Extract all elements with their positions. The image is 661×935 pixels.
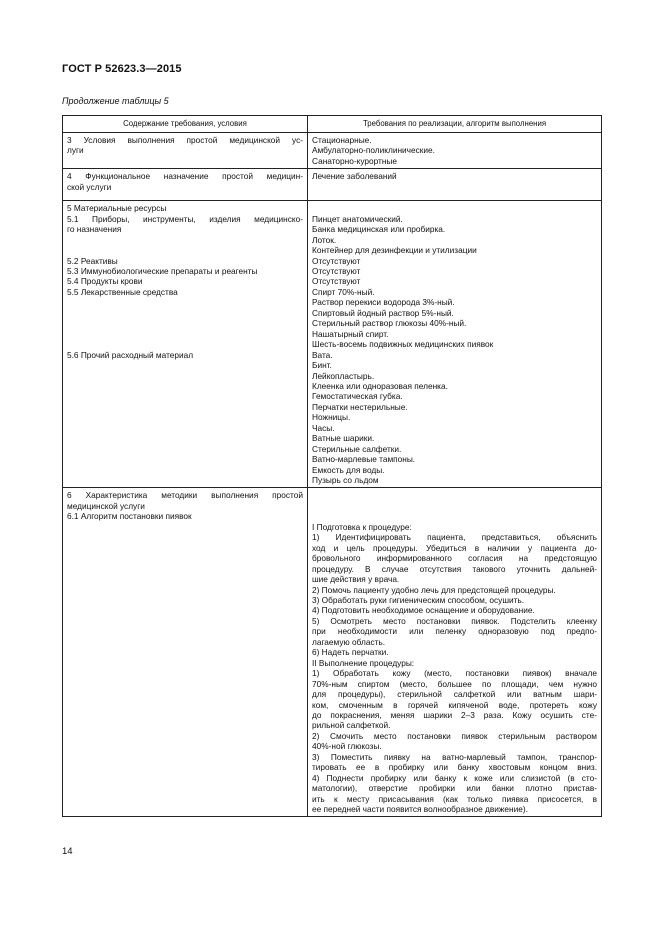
row6-right-line: лагаемую область. bbox=[312, 636, 386, 647]
row5-right-line: Ватно-марлевые тампоны. bbox=[312, 454, 416, 465]
row6-right-line: шие действия у врача. bbox=[312, 574, 400, 585]
row6-right-line: 70%-ным спиртом (место, большее по площади, чем нужно bbox=[312, 678, 597, 689]
row6-right-line: матологии), отверстие пробирки или банки плотно пристав- bbox=[312, 783, 597, 794]
row6-right-lines bbox=[312, 522, 597, 815]
row5-right-line: Ватные шарики. bbox=[312, 433, 375, 444]
row6-right-line: 3) Поместить пиявку на ватно-марлевый тампон, транспор- bbox=[312, 751, 597, 762]
column-header-implementation: Требования по реализации, алгоритм выполнения bbox=[308, 116, 602, 133]
row6-right-line: до покраснения, меняя шарики 2–3 раза. Кожу осушить сте- bbox=[312, 709, 597, 720]
row6-right-line: для процедуры), стерильной салфеткой или ватным шари- bbox=[312, 689, 597, 700]
row6-right-line: II Выполнение процедуры: bbox=[312, 657, 415, 668]
row3-right-line: Амбулаторно-поликлинические. bbox=[312, 145, 435, 156]
row3-right-line: Санаторно-курортные bbox=[312, 155, 398, 166]
row3-left-line: луги bbox=[67, 145, 84, 156]
row6-right-line: 6) Надеть перчатки. bbox=[312, 647, 389, 658]
document-header: ГОСТ Р 52623.3—2015 bbox=[62, 63, 182, 75]
row5-right-line: Лоток. bbox=[312, 234, 337, 245]
row4-right-line: Лечение заболеваний bbox=[312, 171, 397, 182]
row5-implementation-cell bbox=[308, 201, 602, 488]
row6-right-line: 5) Осмотреть место постановки пиявок. Подстелить клеенку bbox=[312, 615, 597, 626]
row5-right-lines bbox=[312, 214, 597, 486]
row6-right-line: ее передней части появится волнообразное движение). bbox=[312, 804, 528, 815]
row5-requirement-cell bbox=[63, 201, 308, 488]
row6-right-line: 4) Подготовить необходимое оснащение и оборудование. bbox=[312, 605, 535, 616]
row5-left-line: го назначения bbox=[67, 224, 122, 235]
row5-left-line: 5.5 Лекарственные средства bbox=[67, 286, 178, 297]
row5-right-line: Ножницы. bbox=[312, 412, 351, 423]
row6-left-line: медицинской услуги bbox=[67, 500, 145, 511]
table-continuation-label: Продолжение таблицы 5 bbox=[62, 96, 169, 106]
row6-right-line: 1) Идентифицировать пациента, представиться, объяснить bbox=[312, 532, 597, 543]
row5-right-line: Емкость для воды. bbox=[312, 464, 385, 475]
row5-right-line: Стерильный раствор глюкозы 40%-ный. bbox=[312, 318, 467, 329]
row4-requirement-cell bbox=[63, 169, 308, 201]
row5-left-line: 5.4 Продукты крови bbox=[67, 276, 143, 287]
row6-requirement-cell bbox=[63, 488, 308, 817]
row4-left-line: 4 Функциональное назначение простой медицин- bbox=[67, 171, 303, 182]
row6-right-line: I Подготовка к процедуре: bbox=[312, 521, 412, 532]
row6-implementation-cell bbox=[308, 488, 602, 817]
row6-right-line: 2) Помочь пациенту удобно лечь для предстоящей процедуры. bbox=[312, 584, 556, 595]
row5-right-line: Отсутствуют bbox=[312, 255, 361, 266]
row6-right-line: 3) Обработать руки гигиеническим способом, осушить. bbox=[312, 594, 525, 605]
row5-right-line: Перчатки нестерильные. bbox=[312, 401, 408, 412]
page-number: 14 bbox=[62, 846, 73, 857]
row5-left-line: 5.3 Иммунобиологические препараты и реагенты bbox=[67, 265, 258, 276]
row6-right-line: рильной салфеткой. bbox=[312, 720, 391, 731]
row6-right-line: тировать ее в пробирку или банку хвостовым концом вниз. bbox=[312, 762, 597, 773]
row5-right-line: Нашатырный спирт. bbox=[312, 328, 389, 339]
row3-left-line: 3 Условия выполнения простой медицинской ус- bbox=[67, 135, 303, 145]
row5-right-line: Вата. bbox=[312, 349, 333, 360]
row5-left-line: 5 Материальные ресурсы bbox=[67, 203, 167, 214]
row5-right-line: Контейнер для дезинфекции и утилизации bbox=[312, 245, 477, 256]
row3-requirement-cell bbox=[63, 133, 308, 169]
row5-right-line: Гемостатическая губка. bbox=[312, 391, 403, 402]
row6-right-line: ком, смоченным в горячей кипяченой воде, протереть кожу bbox=[312, 699, 597, 710]
row6-right-line: ить к месту присасывания (как только пиявка присосется, в bbox=[312, 793, 597, 804]
row6-right-line: ход и цель процедуры. Убедиться в наличии у пациента до- bbox=[312, 542, 597, 553]
row6-left-line: 6.1 Алгоритм постановки пиявок bbox=[67, 511, 192, 522]
row4-implementation-cell bbox=[308, 169, 602, 201]
row5-right-line: Спирт 70%-ный. bbox=[312, 286, 375, 297]
table-row bbox=[63, 169, 602, 201]
row5-left-line: 5.1 Приборы, инструменты, изделия медицинско- bbox=[67, 213, 303, 224]
row5-left-line: 5.6 Прочий расходный материал bbox=[67, 349, 194, 360]
row5-left-line: 5.2 Реактивы bbox=[67, 255, 118, 266]
column-header-requirement: Содержание требования, условия bbox=[63, 116, 308, 133]
requirements-table bbox=[62, 115, 602, 817]
row5-right-line: Стерильные салфетки. bbox=[312, 443, 402, 454]
row5-right-line: Часы. bbox=[312, 422, 335, 433]
row5-right-line: Шесть-восемь подвижных медицинских пиявок bbox=[312, 339, 494, 350]
row5-right-line: Бинт. bbox=[312, 360, 332, 371]
row6-right-line: при необходимости или пеленку одноразовую под предпо- bbox=[312, 626, 597, 637]
row5-right-line: Отсутствуют bbox=[312, 276, 361, 287]
row6-right-line: 2) Смочить место постановки пиявок стерильным раствором bbox=[312, 730, 597, 741]
row5-right-line: Пузырь со льдом bbox=[312, 475, 379, 486]
table-row bbox=[63, 133, 602, 169]
row5-right-line: Отсутствуют bbox=[312, 265, 361, 276]
table-row bbox=[63, 201, 602, 488]
row5-right-line: Раствор перекиси водорода 3%-ный. bbox=[312, 297, 455, 308]
row4-left-line: ской услуги bbox=[67, 181, 112, 192]
row6-right-line: 4) Поднести пробирку или банку к коже или слизистой (в сто- bbox=[312, 772, 597, 783]
row5-right-line: Банка медицинская или пробирка. bbox=[312, 224, 446, 235]
row6-right-line: процедуру. В случае отсутствия такового уточнить дальней- bbox=[312, 563, 597, 574]
row5-right-line: Спиртовый йодный раствор 5%-ный. bbox=[312, 307, 454, 318]
row3-implementation-cell bbox=[308, 133, 602, 169]
row5-right-line: Лейкопластырь. bbox=[312, 370, 375, 381]
row5-right-line: Клеенка или одноразовая пеленка. bbox=[312, 380, 448, 391]
row6-right-line: 40%-ной глюкозы. bbox=[312, 741, 382, 752]
row6-right-line: 1) Обработать кожу (место, постановки пиявок) вначале bbox=[312, 668, 597, 679]
row6-left-line: 6 Характеристика методики выполнения простой bbox=[67, 490, 303, 501]
row6-right-line: бровольного информированного согласия на предстоящую bbox=[312, 553, 597, 564]
row5-right-line: Пинцет анатомический. bbox=[312, 213, 403, 224]
table-row bbox=[63, 488, 602, 817]
row3-right-line: Стационарные. bbox=[312, 135, 372, 145]
table-header-row bbox=[63, 116, 602, 133]
